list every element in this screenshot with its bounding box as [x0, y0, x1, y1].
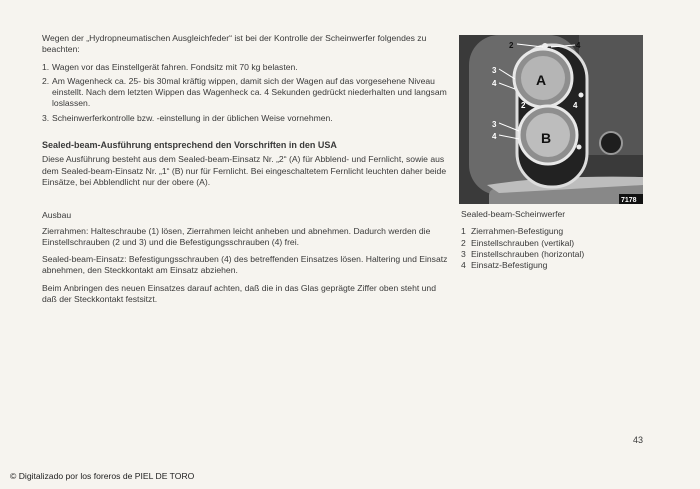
figure-label-4: 4 — [492, 132, 497, 141]
headlight-illustration — [459, 35, 643, 204]
caption-title: Sealed-beam-Scheinwerfer — [461, 209, 566, 219]
figure-label-4: 4 — [573, 101, 578, 110]
copyright-notice: © Digitalizado por los foreros de PIEL DE TORO — [10, 471, 195, 481]
list-item — [42, 113, 450, 124]
step-number: 1. — [42, 61, 50, 72]
list-item — [461, 238, 681, 249]
figure-label-4: 4 — [492, 79, 497, 88]
legend-text: Einsatz-Befestigung — [471, 260, 548, 271]
sealed-beam-paragraph: Diese Ausführung besteht aus dem Sealed-beam-Einsatz Nr. „2“ (A) für Abblend- und Fernlicht, sowie aus dem Sealed-beam-Einsatz Nr. „1“ (B) nur für Fernlicht. Bei eingeschaltetem Fernlicht leuchten daher beide Einsätze, bei Abblendlicht nur der obere (A). — [42, 154, 447, 187]
legend-number: 3 — [461, 248, 466, 259]
ausbau-heading: Ausbau — [42, 210, 72, 221]
list-item — [42, 62, 450, 73]
legend-text: Einstellschrauben (vertikal) — [471, 237, 575, 248]
figure-label-3: 3 — [492, 120, 497, 129]
lamp-label-a: A — [536, 72, 547, 88]
list-item — [461, 260, 681, 271]
page-number: 43 — [633, 435, 644, 445]
figure-label-2: 2 — [521, 101, 526, 110]
figure-label-4: 4 — [576, 41, 581, 50]
figure-code: 7178 — [621, 197, 637, 204]
list-item — [461, 226, 681, 237]
main-text-column — [42, 33, 450, 311]
sealed-beam-heading: Sealed-beam-Ausführung entsprechend den Vorschriften in den USA — [42, 140, 337, 151]
caption-legend — [461, 226, 681, 271]
ausbau-paragraph: Sealed-beam-Einsatz: Befestigungsschrauben (4) des betreffenden Einsatzes lösen. Haltering und Einsatz abnehmen, den Steckkontakt am Einsatz abziehen. — [42, 254, 448, 276]
list-item — [42, 76, 450, 110]
figure-label-3: 3 — [492, 66, 497, 75]
headlight-photo — [459, 35, 643, 204]
legend-text: Einstellschrauben (horizontal) — [471, 248, 585, 259]
intro-paragraph: Wegen der „Hydropneumatischen Ausgleichfeder“ ist bei der Kontrolle der Scheinwerfer folgendes zu beachten: — [42, 33, 427, 55]
step-number: 2. — [42, 75, 50, 86]
step-text: Wagen vor das Einstellgerät fahren. Fondsitz mit 70 kg belasten. — [52, 61, 298, 72]
steps-list — [42, 62, 450, 124]
legend-number: 1 — [461, 226, 466, 237]
step-text: Am Wagenheck ca. 25- bis 30mal kräftig wippen, damit sich der Wagen auf das vorgesehene Niveau einstellt. Nach dem letzten Wippen das Wagenheck ca. 4 Sekunden gedrückt niederhalten und langsam loslassen. — [52, 75, 447, 109]
step-text: Scheinwerferkontrolle bzw. -einstellung in der üblichen Weise vornehmen. — [52, 112, 333, 123]
figure-label-2: 2 — [509, 41, 514, 50]
list-item — [461, 249, 681, 260]
step-number: 3. — [42, 112, 50, 123]
ausbau-paragraph: Zierrahmen: Halteschraube (1) lösen, Zierrahmen leicht anheben und abnehmen. Dadurch werden die Einstellschrauben (2 und 3) und die Befestigungsschrauben (4) frei. — [42, 225, 431, 247]
figure-caption — [461, 209, 681, 271]
legend-number: 4 — [461, 260, 466, 271]
legend-number: 2 — [461, 237, 466, 248]
ausbau-paragraph: Beim Anbringen des neuen Einsatzes darauf achten, daß die in das Glas geprägte Ziffer oben steht und daß der Steckkontakt festsitzt. — [42, 282, 436, 305]
legend-text: Zierrahmen-Befestigung — [471, 226, 564, 237]
lamp-label-b: B — [541, 130, 552, 146]
